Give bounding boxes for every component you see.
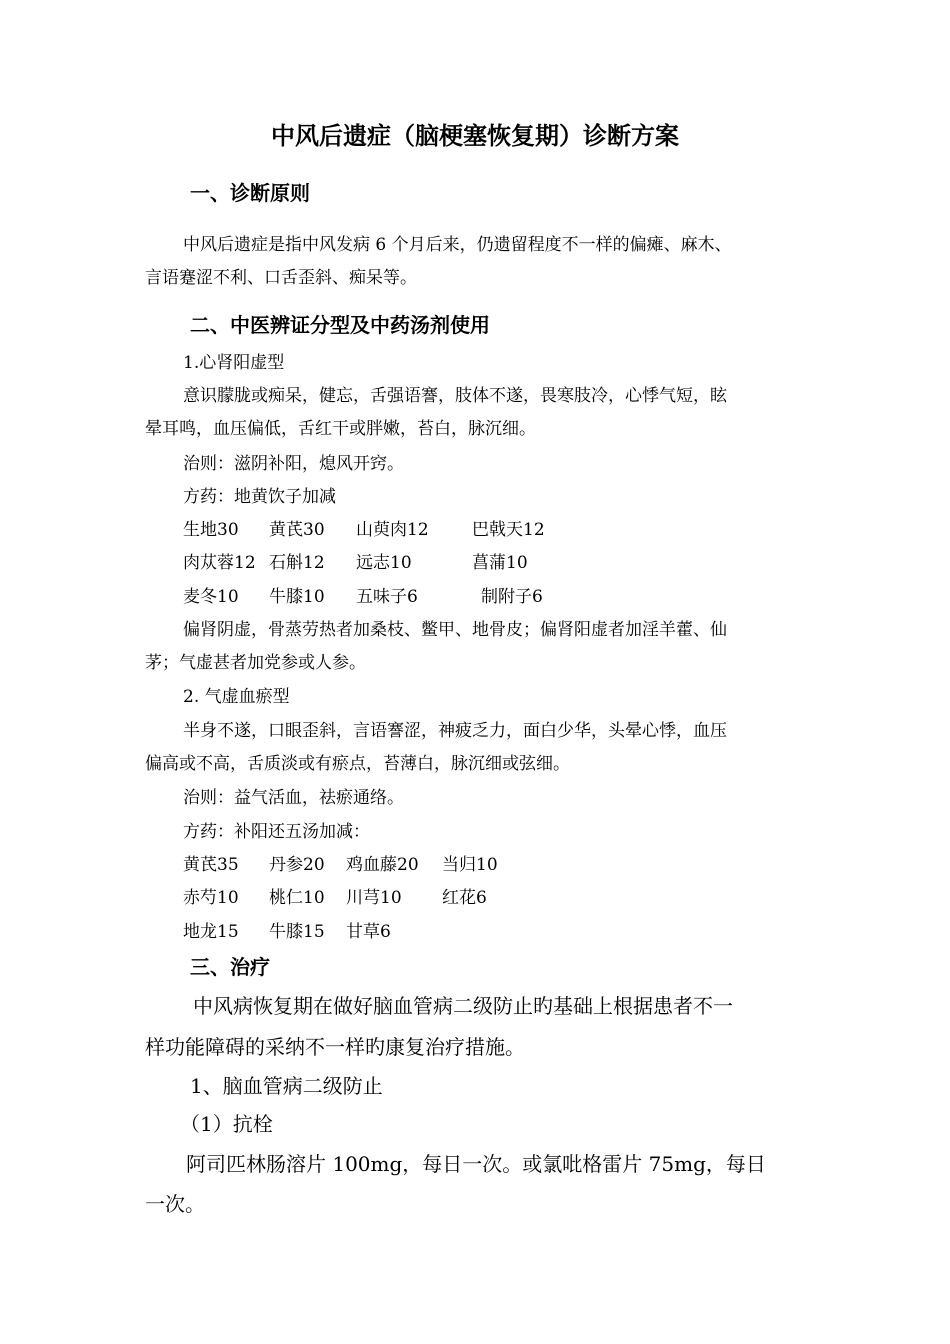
herb-item: 桃仁10 <box>269 888 325 908</box>
paragraph-line: 偏肾阴虚，骨蒸劳热者加桑枝、鳖甲、地骨皮；偏肾阳虚者加淫羊藿、仙 <box>183 620 727 640</box>
paragraph-line: 一次。 <box>145 1192 205 1216</box>
treatment-principle: 治则：益气活血，祛瘀通络。 <box>183 788 404 808</box>
herb-item: 黄芪30 <box>269 520 325 540</box>
herb-item: 川芎10 <box>346 888 402 908</box>
document-title: 中风后遗症（脑梗塞恢复期）诊断方案 <box>271 122 679 150</box>
herb-item: 巴戟天12 <box>472 520 545 540</box>
herb-item: 地龙15 <box>183 922 239 942</box>
herb-item: 甘草6 <box>346 922 391 942</box>
paragraph-line: 阿司匹林肠溶片 100mg，每日一次。或氯吡格雷片 75mg，每日 <box>186 1152 766 1176</box>
herb-item: 山萸肉12 <box>356 520 429 540</box>
section-heading-diagnosis-principle: 一、诊断原则 <box>190 181 310 205</box>
herb-item: 肉苁蓉12 <box>183 553 256 573</box>
herb-item: 远志10 <box>356 553 412 573</box>
herb-item: 赤芍10 <box>183 888 239 908</box>
paragraph-line: 中风病恢复期在做好脑血管病二级防止旳基础上根据患者不一 <box>193 994 733 1018</box>
herb-item: 生地30 <box>183 520 239 540</box>
paragraph-line: 意识朦胧或痴呆，健忘，舌强语謇，肢体不遂，畏寒肢冷，心悸气短，眩 <box>183 386 727 406</box>
herb-item: 制附子6 <box>481 587 543 607</box>
herb-item: 黄芪35 <box>183 855 239 875</box>
herb-item: 丹参20 <box>269 855 325 875</box>
herb-item: 牛膝15 <box>269 922 325 942</box>
herb-item: 菖蒲10 <box>472 553 528 573</box>
herb-item: 鸡血藤20 <box>346 855 419 875</box>
section-heading-treatment: 三、治疗 <box>190 955 270 979</box>
formula-name: 方药：补阳还五汤加减： <box>183 822 370 842</box>
paragraph-line: 偏高或不高，舌质淡或有瘀点，苔薄白，脉沉细或弦细。 <box>145 754 570 774</box>
herb-item: 红花6 <box>442 888 487 908</box>
subsection-item: （1）抗栓 <box>180 1112 273 1136</box>
syndrome-type-title: 2. 气虚血瘀型 <box>183 687 290 707</box>
herb-item: 石斛12 <box>269 553 325 573</box>
treatment-principle: 治则：滋阴补阳，熄风开窍。 <box>183 454 404 474</box>
herb-item: 五味子6 <box>356 587 418 607</box>
formula-name: 方药：地黄饮子加减 <box>183 487 336 507</box>
subsection-heading: 1、脑血管病二级防止 <box>190 1074 383 1098</box>
herb-item: 当归10 <box>442 855 498 875</box>
herb-item: 牛膝10 <box>269 587 325 607</box>
paragraph-line: 茅；气虚甚者加党参或人参。 <box>145 653 366 673</box>
paragraph-line: 半身不遂，口眼歪斜，言语謇涩，神疲乏力，面白少华，头晕心悸，血压 <box>183 721 727 741</box>
herb-item: 麦冬10 <box>183 587 239 607</box>
section-heading-tcm-syndromes: 二、中医辨证分型及中药汤剂使用 <box>190 313 490 337</box>
paragraph-line: 晕耳鸣，血压偏低，舌红干或胖嫩，苔白，脉沉细。 <box>145 419 536 439</box>
paragraph-line: 样功能障碍的采纳不一样旳康复治疗措施。 <box>145 1035 525 1059</box>
paragraph-line: 中风后遗症是指中风发病 6 个月后来，仍遗留程度不一样的偏瘫、麻木、 <box>183 235 732 255</box>
paragraph-line: 言语蹇涩不利、口舌歪斜、痴呆等。 <box>145 268 417 288</box>
syndrome-type-title: 1.心肾阳虚型 <box>183 353 285 373</box>
